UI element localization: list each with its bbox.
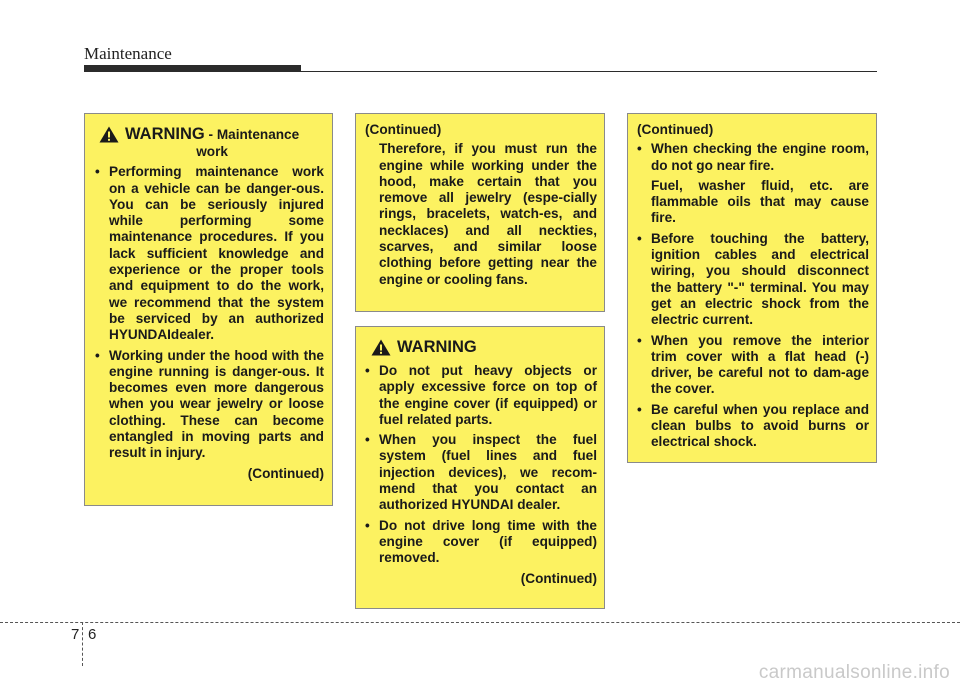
warning-triangle-icon <box>99 126 119 143</box>
warning-triangle-icon <box>371 339 391 356</box>
bullet-item <box>637 141 869 226</box>
continued-heading: (Continued) <box>365 122 442 137</box>
warning-bullet-list <box>95 164 324 461</box>
bullet-item: • Before touching the battery, ignition cables and electrical wiring, you should disconnect the battery "-" terminal. You may get an electric shock from the electric current. <box>637 231 869 329</box>
bullet-item: • When you remove the interior trim cover with a flat head (-) driver, be careful not to dam-age the cover. <box>637 333 869 398</box>
section-title: Maintenance <box>84 44 172 63</box>
bullet-item: • Do not drive long time with the engine cover (if equipped) removed. <box>365 518 597 567</box>
bullet-subparagraph: Fuel, washer fluid, etc. are flammable oils that may cause fire. <box>651 177 869 226</box>
header-rule <box>301 71 877 72</box>
continued-heading: (Continued) <box>637 122 714 137</box>
bullet-item: • Be careful when you replace and clean bulbs to avoid burns or electrical shock. <box>637 402 869 451</box>
warning-title: WARNING <box>125 125 205 143</box>
footer-rule <box>0 622 960 623</box>
bullet-item: • When you inspect the fuel system (fuel lines and fuel injection devices), we recom-mend that you contact an authorized HYUNDAI dealer. <box>365 432 597 513</box>
continued-bullet-list <box>637 141 869 450</box>
bullet-item: • Do not put heavy objects or apply excessive force on top of the engine cover (if equipped) or fuel related parts. <box>365 363 597 428</box>
warning-header <box>365 338 597 357</box>
warning-box-engine-cover <box>355 326 605 609</box>
warning-header <box>95 125 324 160</box>
chapter-number: 7 <box>71 626 80 643</box>
watermark: carmanualsonline.info <box>758 662 950 683</box>
bullet-item: • Performing maintenance work on a vehicle can be danger-ous. You can be seriously injured while performing some maintenance procedures. If you lack sufficient knowledge and experience or the proper tools and equipment to do the work, we recommend that the system be serviced by an authorized HYUNDAIdealer. <box>95 164 324 343</box>
continued-label: (Continued) <box>247 465 324 481</box>
warning-title: WARNING <box>397 338 477 356</box>
bullet-text: When checking the engine room, do not go near fire. <box>651 141 869 173</box>
header-bar <box>84 65 301 72</box>
warning-subtitle-line2: work <box>196 144 228 159</box>
continued-box-battery <box>627 113 877 463</box>
footer-divider <box>82 622 83 666</box>
continued-box-jewelry <box>355 113 605 312</box>
page-number: 6 <box>88 626 97 643</box>
bullet-item: • Working under the hood with the engine running is danger-ous. It becomes even more dangerous when you wear jewelry or loose clothing. These can become entangled in moving parts and result in injury. <box>95 348 324 462</box>
warning-subtitle: - Maintenance <box>208 127 300 142</box>
warning-bullet-list <box>365 363 597 567</box>
warning-box-maintenance <box>84 113 333 506</box>
continued-label: (Continued) <box>520 570 597 586</box>
continued-paragraph: Therefore, if you must run the engine while working under the hood, make certain that you remove all jewelry (espe-cially rings, bracelets, watch-es, and necklaces) and all neckties, scarves, and similar loose clothing before getting near the engine or cooling fans. <box>379 141 597 287</box>
